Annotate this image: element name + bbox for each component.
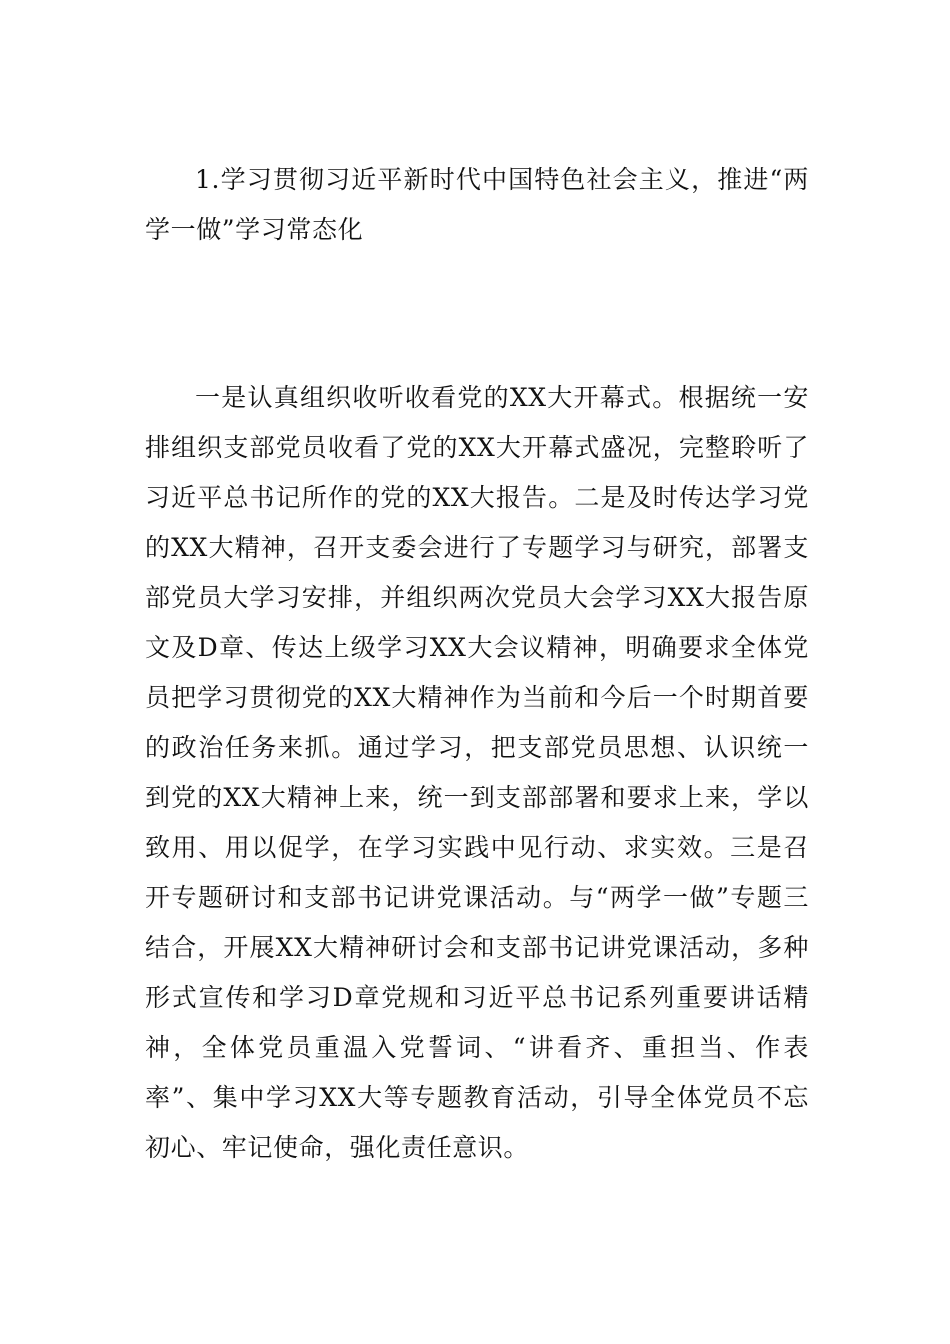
body-paragraph: 一是认真组织收听收看党的XX大开幕式。根据统一安排组织支部党员收看了党的XX大开幕式盛况，完整聆听了习近平总书记所作的党的XX大报告。二是及时传达学习党的XX大精神，召开支委会进行了专题学习与研究，部署支部党员大学习安排，并组织两次党员大会学习XX大报告原文及D章、传达上级学习XX大会议精神，明确要求全体党员把学习贯彻党的XX大精神作为当前和今后一个时期首要的政治任务来抓。通过学习，把支部党员思想、认识统一到党的XX大精神上来，统一到支部部署和要求上来，学以致用、用以促学，在学习实践中见行动、求实效。三是召开专题研讨和支部书记讲党课活动。与“两学一做”专题三结合，开展XX大精神研讨会和支部书记讲党课活动，多种形式宣传和学习D章党规和习近平总书记系列重要讲话精神，全体党员重温入党誓词、“讲看齐、重担当、作表率”、集中学习XX大等专题教育活动，引导全体党员不忘初心、牢记使命，强化责任意识。	[145, 383, 809, 1162]
section-heading: 1.学习贯彻习近平新时代中国特色社会主义，推进“两学一做”学习常态化	[145, 165, 809, 244]
